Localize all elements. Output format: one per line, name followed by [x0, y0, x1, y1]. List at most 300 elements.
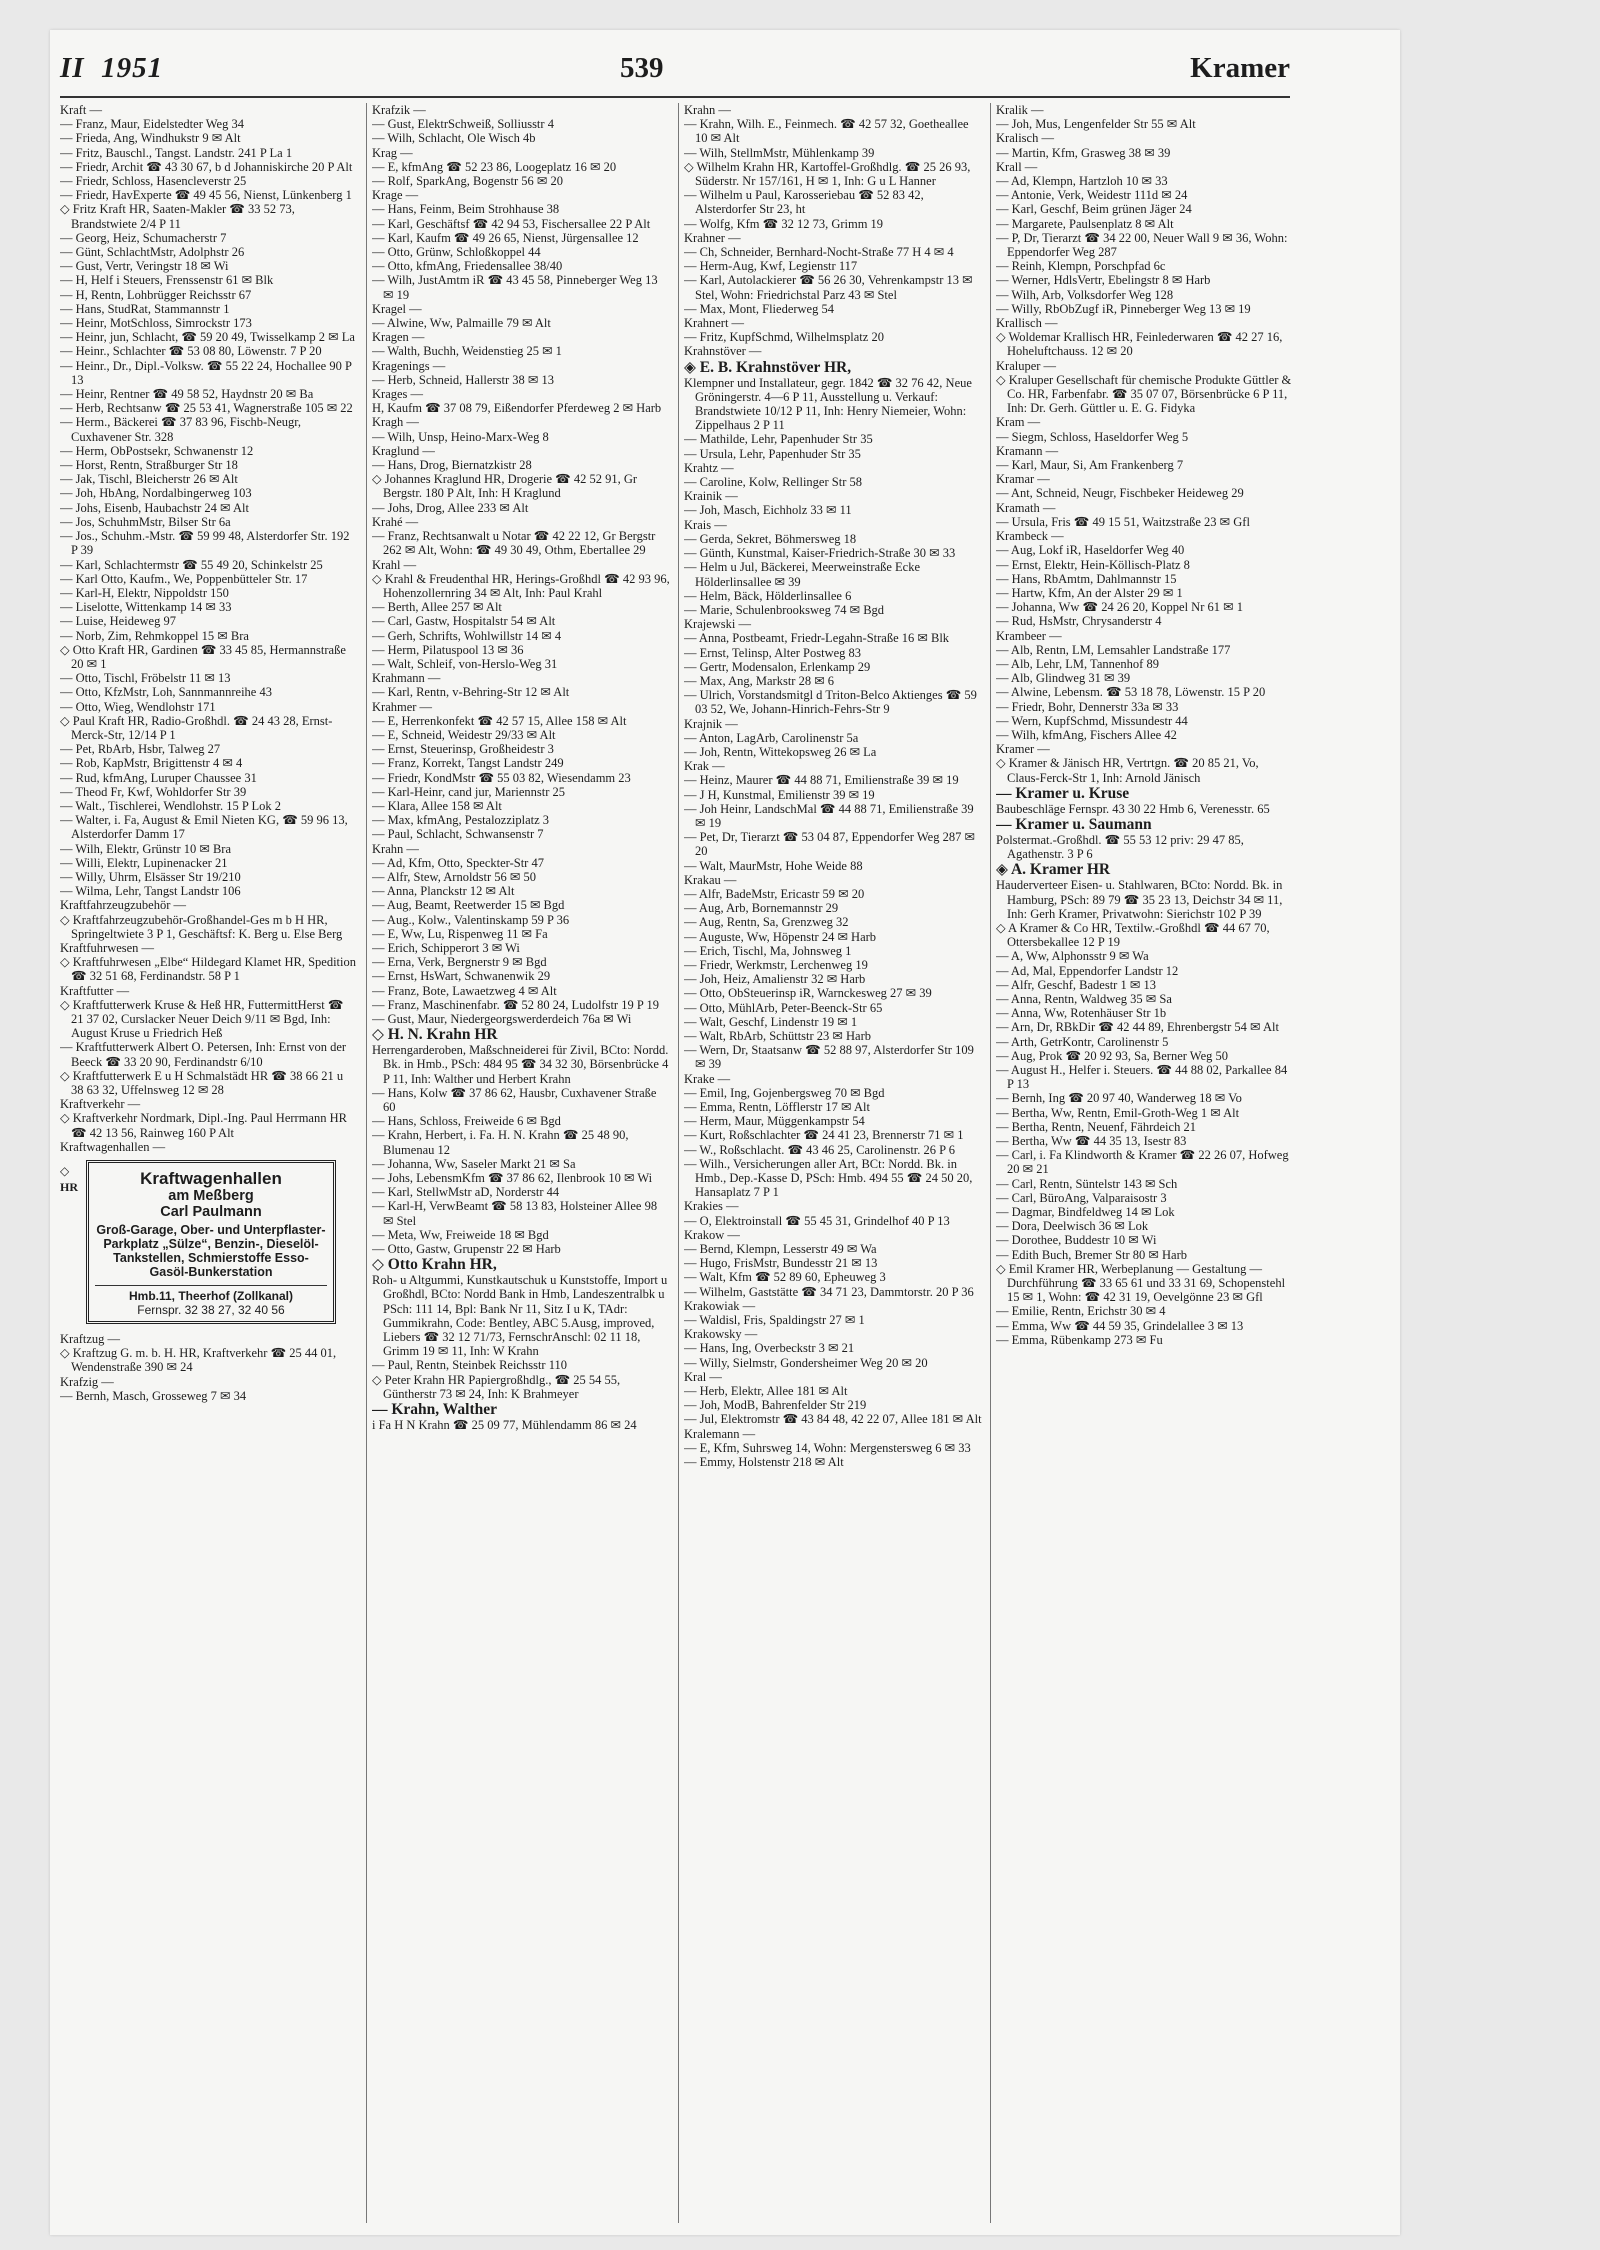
directory-entry: — Liselotte, Wittenkamp 14 ✉ 33 [60, 600, 232, 615]
directory-entry: — Norb, Zim, Rehmkoppel 15 ✉ Bra [60, 628, 249, 643]
surname-heading: Kral — [684, 1369, 722, 1384]
directory-entry: — Hans, Feinm, Beim Strohhause 38 [372, 202, 560, 217]
directory-entry: — Aug, Rentn, Sa, Grenzweg 32 [684, 915, 849, 930]
directory-entry: — Mathilde, Lehr, Papenhuder Str 35 [684, 432, 873, 447]
directory-entry: — Dagmar, Bindfeldweg 14 ✉ Lok [996, 1205, 1175, 1220]
directory-entry: — Joh Heinr, LandschMal ☎ 44 88 71, Emilienstraße 39 ✉ 19 [684, 801, 974, 830]
directory-entry: — Luise, Heideweg 97 [60, 614, 176, 629]
directory-entry: — Max, Ang, Markstr 28 ✉ 6 [684, 673, 835, 688]
directory-entry: Roh- u Altgummi, Kunstkautschuk u Kunststoffe, Import u Großhdl, BCto: Nordd Bank in Hmb, Landeszentralbk u PSch: 111 14, Bpl: Bank Nr 11, Sitz I u K, TAdr: Gummikrahn, Code: Bentley, ABC 5.Ausg, improved, Liebers ☎ 32 12 71/73, FernschrAnschl: 02 11 18, Grimm 19 ✉ 11, Inh: W Krahn [372, 1273, 668, 1359]
surname-heading: Kragenings — [372, 358, 446, 373]
directory-entry: Polstermat.-Großhdl. ☎ 55 53 12 priv: 29 47 85, Agathenstr. 3 P 6 [996, 832, 1244, 862]
surname-heading: Kramar — [996, 472, 1050, 487]
surname-heading: Krake — [684, 1071, 731, 1086]
directory-entry: — Franz, Korrekt, Tangst Landstr 249 [372, 756, 564, 771]
directory-entry: — Marie, Schulenbrooksweg 74 ✉ Bgd [684, 602, 885, 617]
directory-entry: — Erich, Tischl, Ma, Johnsweg 1 [684, 943, 852, 958]
directory-entry: — Hans, StudRat, Stammannstr 1 [60, 301, 230, 316]
directory-entry: — Paul, Rentn, Steinbek Reichsstr 110 [372, 1358, 568, 1373]
directory-entry: — H, Helf i Steuers, Frenssenstr 61 ✉ Blk [60, 273, 274, 288]
directory-entry: — Aug, Prok ☎ 20 92 93, Sa, Berner Weg 50 [996, 1048, 1229, 1063]
header-rule [60, 96, 1290, 98]
directory-entry: — Walth, Buchh, Weidenstieg 25 ✉ 1 [372, 344, 562, 359]
directory-entry: — Heinr, jun, Schlacht, ☎ 59 20 49, Twisselkamp 2 ✉ La [60, 330, 355, 345]
directory-entry: — Walt, Geschf, Lindenstr 19 ✉ 1 [684, 1014, 858, 1029]
directory-entry: — Kramer u. Kruse [996, 784, 1130, 802]
directory-entry: — Krahn, Walther [372, 1401, 498, 1419]
directory-entry: — Gust, Maur, Niedergeorgswerderdeich 76a ✉ Wi [372, 1012, 632, 1026]
directory-entry: — Johs, Eisenb, Haubachstr 24 ✉ Alt [60, 500, 249, 515]
directory-entry: — Siegm, Schloss, Haseldorfer Weg 5 [996, 429, 1189, 444]
directory-entry: — Kurt, Roßschlachter ☎ 24 41 23, Brennerstr 71 ✉ 1 [684, 1128, 964, 1143]
surname-heading: Kraftfutter — [60, 983, 130, 998]
surname-heading: Krak — [684, 759, 725, 774]
directory-entry: — Hans, Drog, Biernatzkistr 28 [372, 458, 532, 473]
surname-heading: Krafzig — [60, 1374, 114, 1389]
directory-entry: — Wolfg, Kfm ☎ 32 12 73, Grimm 19 [684, 216, 884, 231]
directory-entry: — Frieda, Ang, Windhukstr 9 ✉ Alt [60, 131, 241, 146]
surname-heading: Kraftfahrzeugzubehör — [60, 898, 186, 913]
directory-entry: ◇ H. N. Krahn HR [372, 1026, 498, 1044]
directory-entry: — Friedr, Werkmstr, Lerchenweg 19 [684, 957, 868, 972]
surname-heading: Krambeck — [996, 529, 1064, 544]
surname-heading: Kraftwagenhallen — [60, 1139, 166, 1154]
surname-heading: Kralisch — [996, 131, 1054, 146]
directory-entry: — Ch, Schneider, Bernhard-Nocht-Straße 77 H 4 ✉ 4 [684, 245, 954, 260]
directory-page [50, 30, 1400, 2235]
directory-entry: — Herm, Maur, Müggenkampstr 54 [684, 1114, 865, 1129]
directory-entry: ◇ Kraluper Gesellschaft für chemische Produkte Güttler & Co. HR, Farbenfabr. ☎ 35 07 07, Börsenbrücke 6 P 11, Inh: Dr. Gerh. Güttler u. E. G. Fidyka [996, 372, 1292, 416]
directory-entry: — Ad, Mal, Eppendorfer Landstr 12 [996, 963, 1179, 978]
surname-heading: Krakowiak — [684, 1298, 756, 1313]
directory-entry: — Hans, RbAmtm, Dahlmannstr 15 [996, 571, 1177, 586]
surname-heading: Kraftverkehr — [60, 1097, 141, 1112]
column-divider [990, 103, 991, 2223]
directory-entry: — Paul, Schlacht, Schwansenstr 7 [372, 827, 544, 842]
directory-entry: ◈ A. Kramer HR [996, 861, 1111, 879]
surname-heading: Kraftzug — [60, 1332, 121, 1347]
directory-entry: — Anna, Ww, Rotenhäuser Str 1b [996, 1006, 1167, 1021]
directory-entry: — Gerh, Schrifts, Wohlwillstr 14 ✉ 4 [372, 628, 562, 643]
directory-entry: — Walt, Kfm ☎ 52 89 60, Epheuweg 3 [684, 1270, 886, 1285]
directory-entry: — Hans, Schloss, Freiweide 6 ✉ Bgd [372, 1114, 561, 1129]
directory-entry: — Helm, Bäck, Hölderlinsallee 6 [684, 588, 852, 603]
directory-entry: — Wilhelm, Gaststätte ☎ 34 71 23, Dammtorstr. 20 P 36 [684, 1284, 974, 1299]
directory-entry: — J H, Kunstmal, Emilienstr 39 ✉ 19 [684, 787, 875, 802]
surname-heading: Krallisch — [996, 316, 1058, 331]
directory-entry: — Alfr, Stew, Arnoldstr 56 ✉ 50 [372, 869, 537, 884]
directory-entry: — Friedr, KondMstr ☎ 55 03 82, Wiesendamm 23 [372, 770, 631, 785]
directory-entry: ◇ Paul Kraft HR, Radio-Großhdl. ☎ 24 43 28, Ernst-Merck-Str, 12/14 P 1 [60, 713, 333, 742]
directory-entry: — Emma, Ww ☎ 44 59 35, Grindelallee 3 ✉ 13 [996, 1318, 1244, 1333]
directory-entry: ◇ Wilhelm Krahn HR, Kartoffel-Großhdlg. ☎ 25 26 93, Süderstr. Nr 157/161, H ✉ 1, Inh: G u L Hanner [684, 159, 971, 189]
directory-entry: — Wilh, JustAmtm iR ☎ 43 45 58, Pinneberger Weg 13 ✉ 19 [372, 273, 658, 302]
directory-entry: — Antonie, Verk, Weidestr 111d ✉ 24 [996, 188, 1188, 203]
directory-entry: — Dora, Deelwisch 36 ✉ Lok [996, 1219, 1149, 1234]
page-number: 539 [620, 52, 664, 84]
directory-entry: — Herm-Aug, Kwf, Legienstr 117 [684, 259, 858, 274]
directory-entry: — Hugo, FrisMstr, Bundesstr 21 ✉ 13 [684, 1256, 878, 1271]
surname-heading: Krais — [684, 517, 727, 532]
directory-entry: — Joh, Masch, Eichholz 33 ✉ 11 [684, 503, 852, 518]
surname-heading: Kramath — [996, 500, 1056, 515]
directory-column-4 [996, 103, 1294, 2233]
surname-heading: Krahnert — [684, 316, 745, 331]
directory-entry: — Caroline, Kolw, Rellinger Str 58 [684, 475, 862, 490]
ad-title: Kraftwagenhallen [140, 1169, 282, 1189]
directory-entry: — Aug, Beamt, Reetwerder 15 ✉ Bgd [372, 898, 565, 913]
ad-address: Hmb.11, Theerhof (Zollkanal) [95, 1285, 327, 1303]
directory-entry: — Emma, Rentn, Löfflerstr 17 ✉ Alt [684, 1100, 870, 1115]
directory-entry: — Joh, Heiz, Amalienstr 32 ✉ Harb [684, 972, 866, 987]
surname-heading: Krainik — [684, 489, 738, 504]
directory-entry: — Ulrich, Vorstandsmitgl d Triton-Belco Aktienges ☎ 59 03 52, We, Johann-Hinrich-Fehrs-Str 9 [684, 688, 977, 717]
surname-heading: Krahé — [372, 514, 419, 529]
surname-heading: Krakies — [684, 1199, 739, 1214]
directory-entry: — W., Roßschlacht. ☎ 43 46 25, Carolinenstr. 26 P 6 [684, 1142, 956, 1157]
directory-entry: — Aug, Arb, Bornemannstr 29 [684, 901, 839, 916]
directory-entry: — Karl, StellwMstr aD, Norderstr 44 [372, 1185, 560, 1200]
directory-entry: — Walt., Tischlerei, Wendlohstr. 15 P Lok 2 [60, 798, 282, 813]
directory-entry: — Ursula, Fris ☎ 49 15 51, Waitzstraße 23 ✉ Gfl [996, 514, 1250, 529]
directory-entry: ◇ Kramer & Jänisch HR, Vertrtgn. ☎ 20 85 21, Vo, Claus-Ferck-Str 1, Inh: Arnold Jänisch [996, 756, 1259, 785]
directory-entry: — Karl-H, Elektr, Nippoldstr 150 [60, 585, 229, 600]
directory-entry: — Hartw, Kfm, An der Alster 29 ✉ 1 [996, 585, 1183, 600]
directory-entry: — Jak, Tischl, Bleicherstr 26 ✉ Alt [60, 472, 238, 487]
directory-entry: — Wilma, Lehr, Tangst Landstr 106 [60, 884, 241, 899]
directory-entry: — Willy, Uhrm, Elsässer Str 19/210 [60, 869, 241, 884]
directory-entry: — Günt, SchlachtMstr, Adolphstr 26 [60, 245, 245, 260]
directory-entry: — Johs, LebensmKfm ☎ 37 86 62, Ilenbrook 10 ✉ Wi [372, 1171, 653, 1186]
directory-entry: — Rolf, SparkAng, Bogenstr 56 ✉ 20 [372, 174, 564, 189]
surname-heading: Krambeer — [996, 628, 1062, 643]
directory-entry: — E, Ww, Lu, Rispenweg 11 ✉ Fa [372, 926, 548, 941]
surname-heading: Kraft — [60, 103, 102, 117]
directory-entry: — Carl, BüroAng, Valparaisostr 3 [996, 1190, 1167, 1205]
directory-entry: — Wilh, StellmMstr, Mühlenkamp 39 [684, 145, 875, 160]
directory-entry: — Willi, Elektr, Lupinenacker 21 [60, 855, 228, 870]
directory-entry: — O, Elektroinstall ☎ 55 45 31, Grindelhof 40 P 13 [684, 1213, 950, 1228]
directory-entry: — Otto, MühlArb, Peter-Beenck-Str 65 [684, 1000, 883, 1015]
surname-heading: Krajnik — [684, 716, 738, 731]
directory-entry: — Krahn, Wilh. E., Feinmech. ☎ 42 57 32, Goetheallee 10 ✉ Alt [684, 117, 969, 146]
directory-entry: — Emil, Ing, Gojenbergsweg 70 ✉ Bgd [684, 1085, 885, 1100]
directory-entry: — Ernst, Elektr, Hein-Köllisch-Platz 8 [996, 557, 1190, 572]
directory-entry: — Otto, ObSteuerinsp iR, Warnckesweg 27 ✉ 39 [684, 986, 932, 1001]
directory-column-3 [684, 103, 982, 2233]
directory-entry: — Bertha, Rentn, Neuenf, Fährdeich 21 [996, 1119, 1196, 1134]
directory-entry: — Herb, Elektr, Allee 181 ✉ Alt [684, 1384, 848, 1399]
directory-entry: — Otto, kfmAng, Friedensallee 38/40 [372, 259, 563, 274]
directory-entry: — Anna, Planckstr 12 ✉ Alt [372, 884, 515, 899]
surname-heading: Krahnstöver — [684, 344, 762, 359]
directory-entry: — Wern, KupfSchmd, Missundestr 44 [996, 713, 1188, 728]
directory-entry: — Ad, Klempn, Hartzloh 10 ✉ 33 [996, 174, 1168, 189]
directory-entry: — Alfr, BadeMstr, Ericastr 59 ✉ 20 [684, 886, 865, 901]
directory-entry: — Rob, KapMstr, Brigittenstr 4 ✉ 4 [60, 756, 243, 771]
directory-entry: ◇ Peter Krahn HR Papiergroßhdlg., ☎ 25 54 55, Güntherstr 73 ✉ 24, Inh: K Brahmeyer [372, 1372, 621, 1401]
directory-entry: — P, Dr, Tierarzt ☎ 34 22 00, Neuer Wall 9 ✉ 36, Wohn: Eppendorfer Weg 287 [996, 230, 1288, 260]
surname-heading: Krajewski — [684, 617, 751, 632]
directory-entry: — Otto, Grünw, Schloßkoppel 44 [372, 245, 541, 260]
directory-entry: — Wilh, Arb, Volksdorfer Weg 128 [996, 287, 1174, 302]
directory-entry: — Fritz, Bauschl., Tangst. Landstr. 241 P La 1 [60, 145, 293, 160]
directory-entry: — Gust, Vertr, Veringstr 18 ✉ Wi [60, 259, 229, 274]
directory-entry: — Karl, Kaufm ☎ 49 26 65, Nienst, Jürgensallee 12 [372, 230, 639, 245]
directory-entry: — Franz, Rechtsanwalt u Notar ☎ 42 22 12, Gr Bergstr 262 ✉ Alt, Wohn: ☎ 49 30 49, Othm, Ebertallee 29 [372, 529, 656, 558]
directory-entry: — Karl, Geschäftsf ☎ 42 94 53, Fischersallee 22 P Alt [372, 216, 651, 231]
ad-marker: ◇ [60, 1164, 70, 1179]
directory-entry: — Hans, Ing, Overbeckstr 3 ✉ 21 [684, 1341, 855, 1356]
directory-entry: — Aug, Lokf iR, Haseldorfer Weg 40 [996, 543, 1185, 558]
surname-heading: Krafzik — [372, 103, 426, 117]
directory-entry: — E, kfmAng ☎ 52 23 86, Loogeplatz 16 ✉ 20 [372, 159, 617, 174]
directory-entry: — Max, Mont, Fliederweg 54 [684, 301, 834, 316]
directory-entry: ◇ Otto Krahn HR, [372, 1256, 497, 1274]
directory-entry: — Ernst, Telinsp, Alter Postweg 83 [684, 645, 862, 660]
directory-entry: — A, Ww, Alphonsstr 9 ✉ Wa [996, 949, 1149, 964]
surname-heading: Krahner — [684, 230, 741, 245]
directory-entry: — Karl-H, VerwBeamt ☎ 58 13 83, Holsteiner Allee 98 ✉ Stel [372, 1199, 658, 1228]
directory-entry: — Karl, Rentn, v-Behring-Str 12 ✉ Alt [372, 685, 570, 700]
directory-entry: — Alb, Lehr, LM, Tannenhof 89 [996, 656, 1159, 671]
directory-entry: — Ursula, Lehr, Papenhuder Str 35 [684, 446, 861, 461]
directory-entry: — Carl, i. Fa Klindworth & Kramer ☎ 22 26 07, Hofweg 20 ✉ 21 [996, 1148, 1289, 1177]
directory-entry: — Georg, Heiz, Schumacherstr 7 [60, 230, 227, 245]
directory-entry: — Otto, KfzMstr, Loh, Sannmannreihe 43 [60, 685, 272, 700]
directory-entry: — Jos., Schuhm.-Mstr. ☎ 59 99 48, Alsterdorfer Str. 192 P 39 [60, 529, 350, 558]
directory-entry: — E, Kfm, Suhrsweg 14, Wohn: Mergenstersweg 6 ✉ 33 [684, 1440, 971, 1455]
directory-entry: H, Kaufm ☎ 37 08 79, Eißendorfer Pferdeweg 2 ✉ Harb [372, 401, 662, 416]
directory-entry: — Heinr., Dr., Dipl.-Volksw. ☎ 55 22 24, Hochallee 90 P 13 [60, 358, 352, 387]
directory-entry: — Auguste, Ww, Höpenstr 24 ✉ Harb [684, 929, 877, 944]
directory-entry: — Jos, SchuhmMstr, Bilser Str 6a [60, 514, 231, 529]
directory-entry: — Walt, MaurMstr, Hohe Weide 88 [684, 858, 863, 873]
directory-entry: — Margarete, Paulsenplatz 8 ✉ Alt [996, 216, 1174, 231]
directory-entry: — Gerda, Sekret, Böhmersweg 18 [684, 531, 857, 546]
directory-entry: ◇ Emil Kramer HR, Werbeplanung — Gestaltung — Durchführung ☎ 33 65 61 und 33 31 69, Schopenstehl 15 ✉ 1, Wohn: ☎ 42 31 19, Oevelgönne 23 ✉ Gfl [996, 1261, 1286, 1305]
directory-entry: — Friedr, Archit ☎ 43 30 67, b d Johanniskirche 20 P Alt [60, 159, 353, 174]
directory-entry: — Franz, Maur, Eidelstedter Weg 34 [60, 117, 244, 132]
surname-heading: Krall — [996, 159, 1038, 174]
directory-entry: — Anna, Rentn, Waldweg 35 ✉ Sa [996, 991, 1172, 1006]
directory-entry: — Walt, RbArb, Schüttstr 23 ✉ Harb [684, 1029, 871, 1043]
directory-entry: — Karl Otto, Kaufm., We, Poppenbütteler Str. 17 [60, 571, 308, 586]
directory-entry: — Helm u Jul, Bäckerei, Meerweinstraße Ecke Hölderlinsallee ✉ 39 [684, 560, 921, 589]
directory-entry: — Wilh, Unsp, Heino-Marx-Weg 8 [372, 429, 549, 444]
directory-entry: ◇ Johannes Kraglund HR, Drogerie ☎ 42 52 91, Gr Bergstr. 180 P Alt, Inh: H Kraglund [372, 472, 638, 501]
ad-body: Groß-Garage, Ober- und Unterpflaster-Parkplatz „Sülze“, Benzin-, Dieselöl-Tankstellen, Schmierstoffe Esso-Gasöl-Bunkerstation [96, 1223, 326, 1280]
directory-entry: ◇ Kraftfuhrwesen „Elbe“ Hildegard Klamet HR, Spedition ☎ 32 51 68, Ferdinandstr. 58 P 1 [60, 955, 356, 984]
directory-entry: Hauderverteer Eisen- u. Stahlwaren, BCto: Nordd. Bk. in Hamburg, PSch: 89 79 ☎ 35 23 13, Deichstr 34 ✉ 11, Inh: Gerh Kramer, Privatwohn: Sierichstr 102 P 39 [996, 878, 1283, 921]
directory-entry: — Ernst, HsWart, Schwanenwik 29 [372, 969, 551, 984]
surname-heading: Kragel — [372, 301, 422, 316]
directory-entry: i Fa H N Krahn ☎ 25 09 77, Mühlendamm 86 ✉ 24 [372, 1418, 637, 1433]
directory-entry: — Herm., Bäckerei ☎ 37 83 96, Fischb-Neugr, Cuxhavener Str. 328 [60, 415, 302, 444]
directory-entry: — Klara, Allee 158 ✉ Alt [372, 798, 502, 813]
directory-entry: — Joh, HbAng, Nordalbingerweg 103 [60, 486, 252, 501]
directory-entry: — Erich, Schipperort 3 ✉ Wi [372, 940, 520, 955]
surname-heading: Krakow — [684, 1227, 740, 1242]
directory-entry: — Franz, Bote, Lawaetzweg 4 ✉ Alt [372, 983, 557, 998]
directory-entry: — Ad, Kfm, Otto, Speckter-Str 47 [372, 855, 544, 870]
surname-heading: Krakau — [684, 872, 737, 887]
directory-entry: — Walt, Schleif, von-Herslo-Weg 31 [372, 656, 558, 671]
directory-entry: — Ernst, Steuerinsp, Großheidestr 3 [372, 742, 554, 757]
directory-entry: — Emma, Rübenkamp 273 ✉ Fu [996, 1332, 1163, 1347]
directory-entry: — E, Herrenkonfekt ☎ 42 57 15, Allee 158 ✉ Alt [372, 713, 627, 728]
directory-entry: — Gertr, Modensalon, Erlenkamp 29 [684, 659, 871, 674]
surname-heading: Kraluper — [996, 358, 1057, 373]
ad-side-label: HR [60, 1180, 78, 1195]
directory-entry: — Bernh, Ing ☎ 20 97 40, Wanderweg 18 ✉ Vo [996, 1091, 1242, 1106]
directory-entry: — Berth, Allee 257 ✉ Alt [372, 600, 502, 615]
directory-entry: Baubeschläge Fernspr. 43 30 22 Hmb 6, Verenesstr. 65 [996, 801, 1270, 816]
directory-entry: — Bertha, Ww ☎ 44 35 13, Isestr 83 [996, 1134, 1187, 1149]
directory-entry: — Emmy, Holstenstr 218 ✉ Alt [684, 1455, 844, 1470]
directory-entry: — H, Rentn, Lohbrügger Reichsstr 67 [60, 287, 252, 302]
surname-heading: Krahl — [372, 557, 417, 572]
surname-heading: Krahn — [372, 841, 419, 856]
directory-entry: — Joh, Rentn, Wittekopsweg 26 ✉ La [684, 744, 877, 759]
surname-heading: Krahn — [684, 103, 731, 117]
directory-entry: — Friedr, HavExperte ☎ 49 45 56, Nienst, Lünkenberg 1 [60, 188, 352, 203]
directory-entry: — Erna, Verk, Bergnerstr 9 ✉ Bgd [372, 955, 547, 970]
directory-entry: — Friedr, Schloss, Hasencleverstr 25 [60, 174, 247, 189]
directory-entry: ◇ Otto Kraft HR, Gardinen ☎ 33 45 85, Hermannstraße 20 ✉ 1 [60, 642, 346, 671]
directory-entry: — Krahn, Herbert, i. Fa. H. N. Krahn ☎ 25 48 90, Blumenau 12 [372, 1128, 629, 1157]
directory-entry: — Fritz, KupfSchmd, Wilhelmsplatz 20 [684, 330, 884, 345]
directory-entry: — Alb, Glindweg 31 ✉ 39 [996, 671, 1131, 686]
directory-entry: — Edith Buch, Bremer Str 80 ✉ Harb [996, 1247, 1187, 1262]
directory-entry: — Werner, HdlsVertr, Ebelingstr 8 ✉ Harb [996, 273, 1211, 288]
directory-entry: — Dorothee, Buddestr 10 ✉ Wi [996, 1233, 1157, 1248]
advertisement-box [86, 1160, 336, 1324]
running-head: Kramer [1190, 52, 1290, 84]
directory-entry: — Karl, Autolackierer ☎ 56 26 30, Vehrenkampstr 13 ✉ Stel, Wohn: Friedrichstal Parz 43 ✉ Stel [684, 273, 973, 302]
directory-entry: — Gust, ElektrSchweiß, Solliusstr 4 [372, 117, 554, 132]
column-divider [678, 103, 679, 2223]
directory-entry: — Otto, Wieg, Wendlohstr 171 [60, 699, 216, 714]
directory-entry: — Alb, Rentn, LM, Lemsahler Landstraße 177 [996, 642, 1231, 657]
directory-entry: — Willy, Sielmstr, Gondersheimer Weg 20 ✉ 20 [684, 1355, 928, 1370]
directory-entry: — Pet, RbArb, Hsbr, Talweg 27 [60, 742, 221, 757]
directory-entry: — E, Schneid, Weidestr 29/33 ✉ Alt [372, 727, 556, 742]
surname-heading: Kraglund — [372, 443, 435, 458]
directory-entry: — Joh, Mus, Lengenfelder Str 55 ✉ Alt [996, 117, 1196, 132]
page-volume-year: II 1951 [60, 52, 164, 84]
ad-phone: Fernspr. 32 38 27, 32 40 56 [137, 1303, 285, 1318]
directory-entry: — Max, kfmAng, Pestalozziplatz 3 [372, 813, 550, 828]
directory-entry: — Heinr, MotSchloss, Simrockstr 173 [60, 316, 252, 331]
ad-owner: Carl Paulmann [160, 1204, 262, 1221]
directory-entry: — Ant, Schneid, Neugr, Fischbeker Heideweg 29 [996, 486, 1244, 501]
directory-entry: — Karl, Maur, Si, Am Frankenberg 7 [996, 458, 1184, 473]
directory-entry: Klempner und Installateur, gegr. 1842 ☎ 32 76 42, Neue Gröningerstr. 4—6 P 11, Ausstellung u. Verkauf: Brandstwiete 10/12 P 11, Inh: Henry Niemeier, Wohn: Zippelhaus 2 P 11 [684, 375, 972, 433]
directory-entry: — Bernd, Klempn, Lesserstr 49 ✉ Wa [684, 1242, 877, 1257]
directory-entry: — Wilh, kfmAng, Fischers Allee 42 [996, 727, 1177, 742]
directory-entry: ◇ Kraftfutterwerk Kruse & Heß HR, FuttermittHerst ☎ 21 37 02, Curslacker Neuer Deich 9/11 ✉ Bgd, Inh: August Kruse u Friedrich Heß [60, 997, 344, 1041]
directory-entry: — Herm, Pilatuspool 13 ✉ 36 [372, 642, 524, 657]
directory-entry: — Anna, Postbeamt, Friedr-Legahn-Straße 16 ✉ Blk [684, 631, 950, 646]
directory-entry: — Theod Fr, Kwf, Wohldorfer Str 39 [60, 784, 247, 799]
directory-entry: — Rud, kfmAng, Luruper Chaussee 31 [60, 770, 257, 785]
directory-entry: — Alwine, Ww, Palmaille 79 ✉ Alt [372, 316, 551, 331]
directory-entry: — Waldisl, Fris, Spaldingstr 27 ✉ 1 [684, 1313, 865, 1328]
directory-entry: Herrengarderoben, Maßschneiderei für Zivil, BCto: Nordd. Bk. in Hmb., PSch: 484 95 ☎ 34 32 30, Börsenbrücke 4 P 11, Inh: Walther und Herbert Krahn [372, 1043, 669, 1086]
directory-entry: — Herb, Schneid, Hallerstr 38 ✉ 13 [372, 372, 554, 387]
directory-entry: — Johanna, Ww ☎ 24 26 20, Koppel Nr 61 ✉ 1 [996, 600, 1243, 615]
surname-heading: Kragen — [372, 330, 425, 345]
directory-entry: — Kraftfutterwerk Albert O. Petersen, Inh: Ernst von der Beeck ☎ 33 20 90, Ferdinandstr 6/10 [60, 1040, 347, 1069]
directory-entry: — Herb, Rechtsanw ☎ 25 53 41, Wagnerstraße 105 ✉ 22 [60, 401, 353, 416]
directory-entry: — Johs, Drog, Allee 233 ✉ Alt [372, 500, 529, 515]
surname-heading: Kram — [996, 415, 1041, 430]
directory-entry: — Anton, LagArb, Carolinenstr 5a [684, 730, 859, 745]
directory-entry: — Meta, Ww, Freiweide 18 ✉ Bgd [372, 1227, 549, 1242]
directory-entry: — Martin, Kfm, Grasweg 38 ✉ 39 [996, 145, 1171, 160]
directory-entry: — Wilh, Schlacht, Ole Wisch 4b [372, 131, 536, 146]
directory-entry: — Karl, Schlachtermstr ☎ 55 49 20, Schinkelstr 25 [60, 557, 323, 572]
directory-entry: — Herm, ObPostsekr, Schwanenstr 12 [60, 443, 254, 458]
surname-heading: Kraftfuhrwesen — [60, 940, 155, 955]
directory-entry: ◈ E. B. Krahnstöver HR, [684, 358, 852, 376]
directory-entry: — Wilhelm u Paul, Karosseriebau ☎ 52 83 42, Alsterdorfer Str 23, ht [684, 188, 924, 217]
directory-entry: — Aug., Kolw., Valentinskamp 59 P 36 [372, 912, 570, 927]
surname-heading: Krahtz — [684, 460, 734, 475]
directory-entry: — Pet, Dr, Tierarzt ☎ 53 04 87, Eppendorfer Weg 287 ✉ 20 [684, 830, 975, 859]
directory-entry: — Horst, Rentn, Straßburger Str 18 [60, 458, 238, 473]
directory-entry: ◇ Woldemar Krallisch HR, Feinlederwaren ☎ 42 27 16, Hoheluftchauss. 12 ✉ 20 [996, 330, 1283, 359]
column-divider [366, 103, 367, 2223]
directory-entry: ◇ A Kramer & Co HR, Textilw.-Großhdl ☎ 44 67 70, Ottersbekallee 12 P 19 [996, 920, 1270, 950]
directory-entry: — Heinr., Schlachter ☎ 53 08 80, Löwenstr. 7 P 20 [60, 344, 322, 359]
directory-entry: — Rud, HsMstr, Chrysanderstr 4 [996, 614, 1162, 629]
directory-entry: — Emilie, Rentn, Erichstr 30 ✉ 4 [996, 1304, 1166, 1319]
directory-entry: ◇ Kraftfutterwerk E u H Schmalstädt HR ☎ 38 66 21 u 38 63 32, Uffelnsweg 12 ✉ 28 [60, 1068, 344, 1098]
directory-entry: — Wilh, Elektr, Grünstr 10 ✉ Bra [60, 841, 232, 856]
surname-heading: Krahmer — [372, 699, 433, 714]
directory-column-1 [60, 103, 358, 2233]
directory-entry: — Willy, RbObZugf iR, Pinneberger Weg 13 ✉ 19 [996, 301, 1251, 316]
surname-heading: Kralemann — [684, 1426, 756, 1441]
directory-entry: — August H., Helfer i. Steuers. ☎ 44 88 02, Parkallee 84 P 13 [996, 1063, 1288, 1092]
directory-entry: ◇ Fritz Kraft HR, Saaten-Makler ☎ 33 52 73, Brandstwiete 2/4 P 11 [60, 202, 295, 231]
directory-column-2 [372, 103, 670, 2233]
page-header [60, 52, 1290, 92]
directory-entry: — Bertha, Ww, Rentn, Emil-Groth-Weg 1 ✉ Alt [996, 1105, 1240, 1120]
directory-entry: ◇ Kraftverkehr Nordmark, Dipl.-Ing. Paul Herrmann HR ☎ 42 13 56, Rainweg 160 P Alt [60, 1111, 347, 1140]
directory-entry: — Karl-Heinr, cand jur, Mariennstr 25 [372, 784, 566, 799]
surname-heading: Krahmann — [372, 671, 441, 686]
directory-entry: — Joh, ModB, Bahrenfelder Str 219 [684, 1398, 867, 1413]
directory-entry: — Günth, Kunstmal, Kaiser-Friedrich-Straße 30 ✉ 33 [684, 546, 956, 561]
surname-heading: Krag — [372, 145, 413, 160]
directory-entry: — Franz, Maschinenfabr. ☎ 52 80 24, Ludolfstr 19 P 19 [372, 997, 659, 1012]
directory-entry: — Heinr, Rentner ☎ 49 58 52, Haydnstr 20 ✉ Ba [60, 387, 314, 402]
directory-entry: — Wern, Dr, Staatsanw ☎ 52 88 97, Alsterdorfer Str 109 ✉ 39 [684, 1043, 974, 1072]
directory-entry: ◇ Kraftfahrzeugzubehör-Großhandel-Ges m b H HR, Springeltwiete 3 P 1, Geschäftsf: K. Berg u. Else Berg [60, 912, 343, 941]
directory-entry: — Jul, Elektromstr ☎ 43 84 48, 42 22 07, Allee 181 ✉ Alt [684, 1412, 982, 1427]
directory-entry: — Arth, GetrKontr, Carolinenstr 5 [996, 1034, 1169, 1049]
directory-entry: — Carl, Rentn, Süntelstr 143 ✉ Sch [996, 1176, 1178, 1191]
directory-entry: — Walter, i. Fa, August & Emil Nieten KG, ☎ 59 96 13, Alsterdorfer Damm 17 [60, 813, 348, 842]
directory-entry: — Bernh, Masch, Grosseweg 7 ✉ 34 [60, 1388, 247, 1403]
ad-subtitle: am Meßberg [168, 1188, 254, 1205]
directory-entry: ◇ Kraftzug G. m. b. H. HR, Kraftverkehr ☎ 25 44 01, Wendenstraße 390 ✉ 24 [60, 1346, 337, 1375]
directory-entry: ◇ Krahl & Freudenthal HR, Herings-Großhdl ☎ 42 93 96, Hohenzollernring 34 ✉ Alt, Inh: Paul Krahl [372, 571, 670, 600]
surname-heading: Krage — [372, 188, 419, 203]
